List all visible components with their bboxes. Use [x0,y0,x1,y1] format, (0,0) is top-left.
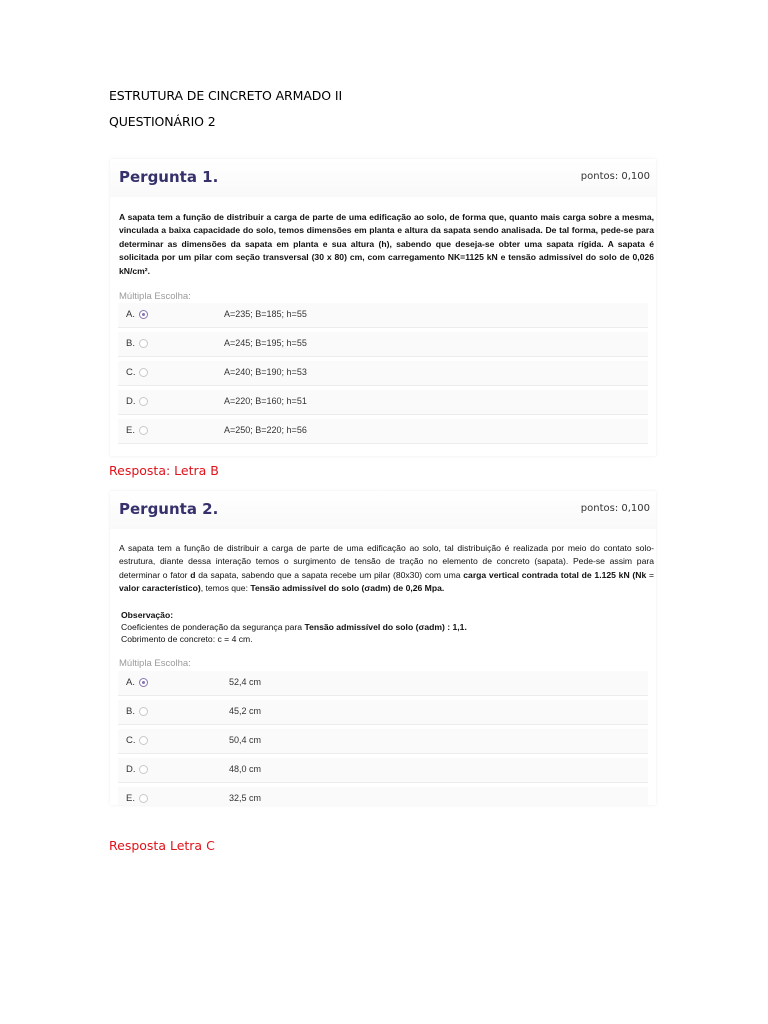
question-2-type-label: Múltipla Escolha: [119,658,191,669]
radio-selected-icon[interactable] [139,678,148,687]
question-1-card [110,159,656,456]
option-letter: E. [126,425,135,436]
option-letter: A. [126,677,135,688]
statement-text: , temos que: [200,583,251,594]
question-1-option-e[interactable] [118,419,648,444]
radio-icon[interactable] [139,426,148,435]
option-letter: C. [126,735,136,746]
radio-icon[interactable] [139,368,148,377]
option-letter: E. [126,793,135,804]
option-text: A=235; B=185; h=55 [224,309,307,319]
question-2-points: pontos: 0,100 [580,503,650,514]
option-text: A=240; B=190; h=53 [224,367,307,377]
question-1-type-label: Múltipla Escolha: [119,291,191,302]
radio-icon[interactable] [139,765,148,774]
question-1-statement: A sapata tem a função de distribuir a carga de parte de uma edificação ao solo, de forma que, quanto mais carga sobre a mesma, vinculada a baixa capacidade do solo, temos dimensões em planta e altura da sapata sendo analisada. De tal forma, pede-se para determinar as dimensões da sapata em planta e sua altura (h), sabendo que deseja-se obter uma sapata rígida. A sapata é solicitada por um pilar com seção transversal (30 x 80) cm, com carregamento NK=1125 kN e tensão admissível do solo de 0,026 kN/cm². [119,212,654,276]
question-2-option-a[interactable] [118,671,648,696]
question-1-title: Pergunta 1. [119,168,219,186]
option-letter: D. [126,396,136,407]
answer-2: Resposta Letra C [109,838,215,853]
statement-emphasis: d [190,569,196,580]
answer-1: Resposta: Letra B [109,463,219,478]
question-2-card [110,491,656,805]
observation-emphasis: Tensão admissível do solo (σadm) : 1,1. [304,622,467,632]
question-1-option-d[interactable] [118,390,648,415]
option-text: A=250; B=220; h=56 [224,425,307,435]
option-text: 32,5 cm [229,793,262,803]
statement-emphasis: carga vertical contrada total de 1.125 kN (Nk [463,569,647,580]
observation-text: Coeficientes de ponderação da segurança para [121,622,305,632]
question-2-observation [121,609,654,645]
question-1-option-c[interactable] [118,361,648,386]
option-text: 52,4 cm [229,677,262,687]
option-text: 50,4 cm [229,735,262,745]
statement-emphasis: Tensão admissível do solo (σadm) de 0,26 Mpa. [250,583,445,594]
question-2-statement [119,542,654,596]
observation-line: Cobrimento de concreto: c = 4 cm. [121,634,253,644]
option-text: A=245; B=195; h=55 [224,338,307,348]
option-letter: A. [126,309,135,320]
option-letter: C. [126,367,136,378]
radio-icon[interactable] [139,339,148,348]
option-text: 48,0 cm [229,764,262,774]
statement-text: A sapata tem a função de distribuir a carga de parte de uma edificação ao solo, tal distribuição é realizada por meio do contato solo-estrutura, diante dessa interação temos o surgimento de tensão de tração no elemento de concreto (sapata). Pede-se assim para determinar o fator [119,543,654,580]
radio-icon[interactable] [139,736,148,745]
question-1-points: pontos: 0,100 [580,171,650,182]
question-2-header [110,491,656,529]
option-text: A=220; B=160; h=51 [224,396,307,406]
question-2-option-c[interactable] [118,729,648,754]
document-subtitle: QUESTIONÁRIO 2 [109,114,216,129]
radio-icon[interactable] [139,707,148,716]
option-letter: D. [126,764,136,775]
document-title: ESTRUTURA DE CINCRETO ARMADO II [109,88,343,103]
question-1-option-b[interactable] [118,332,648,357]
question-2-title: Pergunta 2. [119,500,219,518]
radio-icon[interactable] [139,397,148,406]
statement-text: = [646,569,655,580]
option-text: 45,2 cm [229,706,262,716]
option-letter: B. [126,338,135,349]
question-2-option-e[interactable] [118,787,648,805]
option-letter: B. [126,706,135,717]
radio-icon[interactable] [139,794,148,803]
question-1-option-a[interactable] [118,303,648,328]
question-2-option-b[interactable] [118,700,648,725]
statement-emphasis: valor característico) [119,583,201,594]
question-2-option-d[interactable] [118,758,648,783]
question-1-header [110,159,656,197]
observation-title: Observação: [121,610,174,620]
radio-selected-icon[interactable] [139,310,148,319]
observation-line [121,621,654,633]
statement-text: da sapata, sabendo que a sapata recebe um pilar (80x30) com uma [195,569,464,580]
